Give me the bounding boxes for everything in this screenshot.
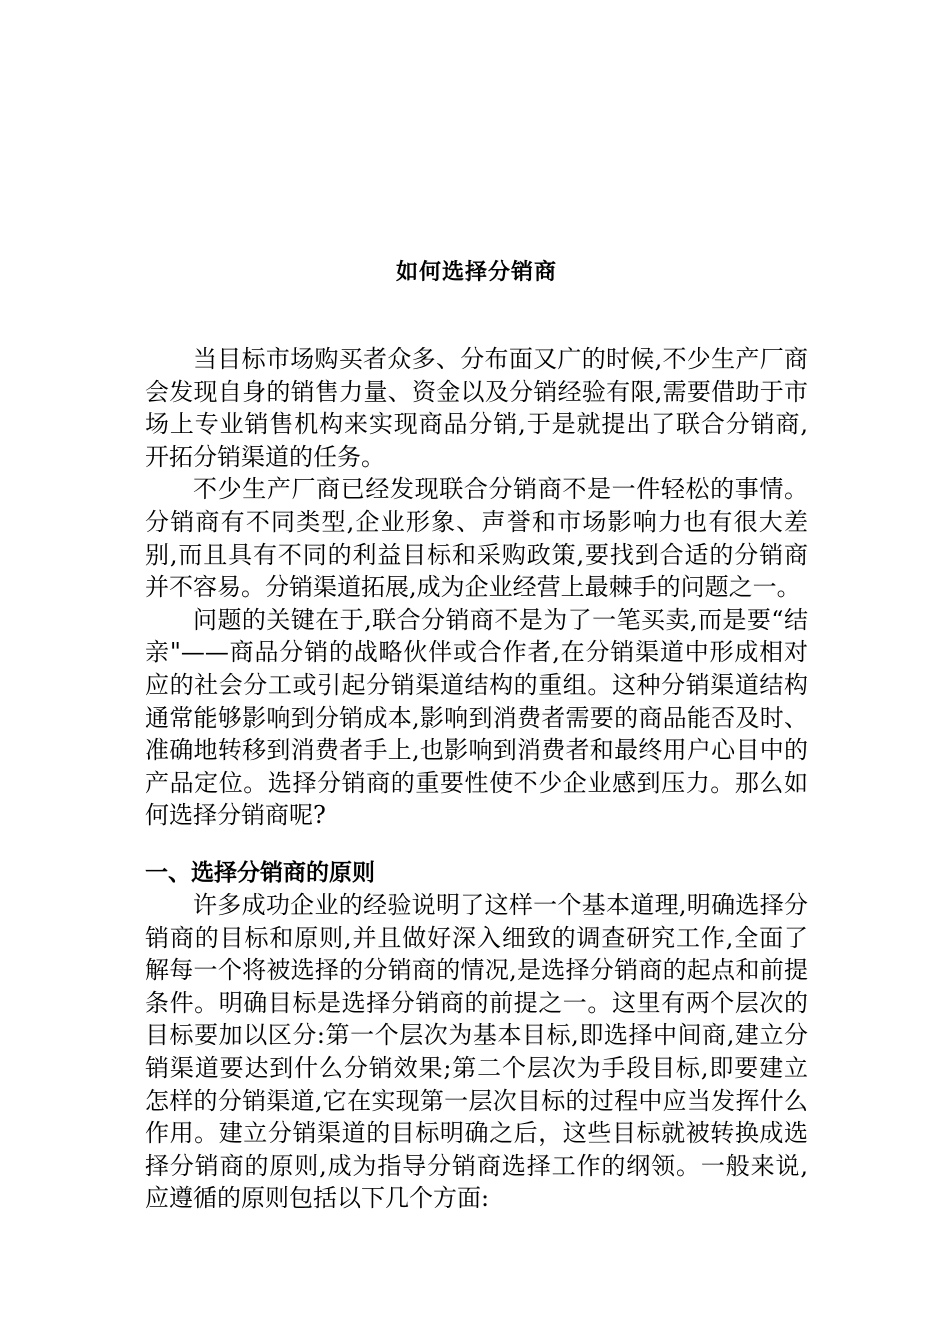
paragraph: 许多成功企业的经验说明了这样一个基本道理,明确选择分销商的目标和原则,并且做好深入细致的调查研究工作,全面了解每一个将被选择的分销商的情况,是选择分销商的起点和前提条件。明确目标是选择分销商的前提之一。这里有两个层次的目标要加以区分:第一个层次为基本目标,即选择中间商,建立分销渠道要达到什么分销效果;第二个层次为手段目标,即要建立怎样的分销渠道,它在实现第一层次目标的过程中应当发挥什么作用。建立分销渠道的目标明确之后，这些目标就被转换成选择分销商的原则,成为指导分销商选择工作的纲领。一般来说,应遵循的原则包括以下几个方面: bbox=[145, 891, 808, 1213]
document-title: 如何选择分销商 bbox=[395, 258, 557, 285]
section-heading: 一、选择分销商的原则 bbox=[145, 859, 375, 886]
paragraph: 不少生产厂商已经发现联合分销商不是一件轻松的事情。分销商有不同类型,企业形象、声誉和市场影响力也有很大差别,而且具有不同的利益目标和采购政策,要找到合适的分销商并不容易。分销渠道拓展,成为企业经营上最棘手的问题之一。 bbox=[145, 475, 808, 602]
paragraph: 当目标市场购买者众多、分布面又广的时候,不少生产厂商会发现自身的销售力量、资金以及分销经验有限,需要借助于市场上专业销售机构来实现商品分销,于是就提出了联合分销商,开拓分销渠道的任务。 bbox=[145, 345, 808, 471]
intro-section bbox=[145, 343, 808, 832]
paragraph: 问题的关键在于,联合分销商不是为了一笔买卖,而是要“结亲"——商品分销的战略伙伴或合作者,在分销渠道中形成相对应的社会分工或引起分销渠道结构的重组。这种分销渠道结构通常能够影响到分销成本,影响到消费者需要的商品能否及时、准确地转移到消费者手上,也影响到消费者和最终用户心目中的产品定位。选择分销商的重要性使不少企业感到压力。那么如何选择分销商呢? bbox=[145, 605, 808, 830]
section-principles bbox=[145, 853, 808, 1215]
